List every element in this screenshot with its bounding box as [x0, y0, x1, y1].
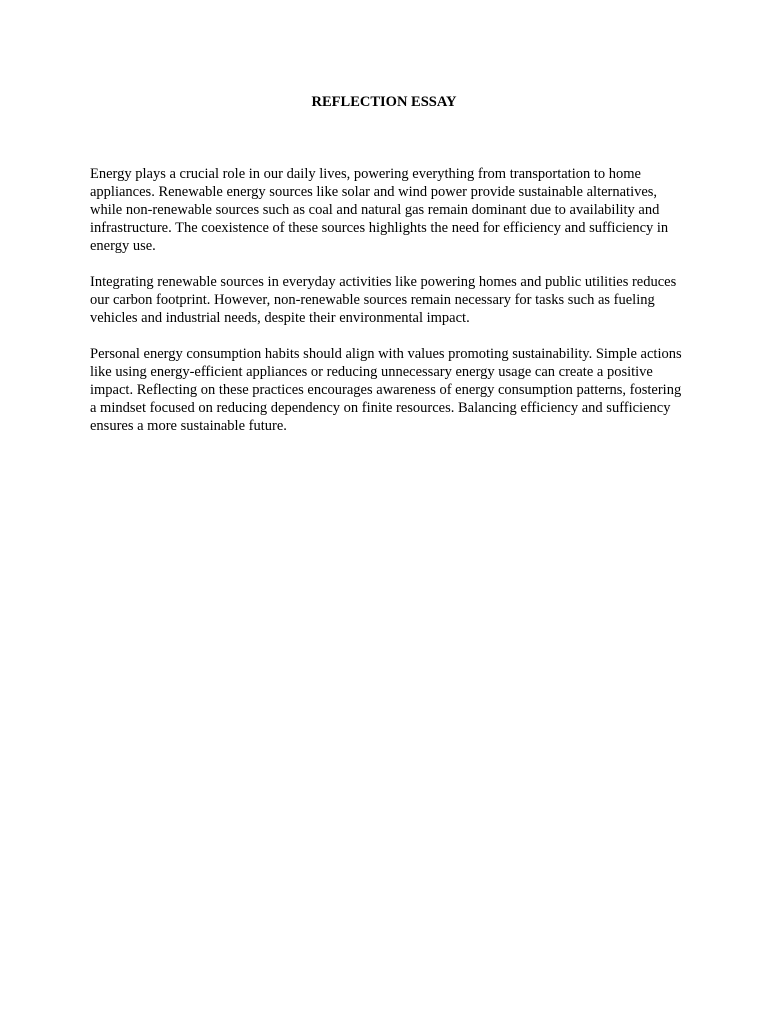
document-body — [90, 165, 682, 453]
paragraph-2: Integrating renewable sources in everyday activities like powering homes and public utilities reduces our carbon footprint. However, non-renewable sources remain necessary for tasks such as fueling vehicles and industrial needs, despite their environmental impact. — [90, 274, 677, 326]
document-title: REFLECTION ESSAY — [311, 94, 457, 110]
paragraph-3: Personal energy consumption habits should align with values promoting sustainability. Simple actions like using energy-efficient appliances or reducing unnecessary energy usage can create a positive impact. Reflecting on these practices encourages awareness of energy consumption patterns, fostering a mindset focused on reducing dependency on finite resources. Balancing efficiency and sufficiency ensures a more sustainable future. — [90, 346, 682, 434]
paragraph-1: Energy plays a crucial role in our daily lives, powering everything from transportation to home appliances. Renewable energy sources like solar and wind power provide sustainable alternatives, while non-renewable sources such as coal and natural gas remain dominant due to availability and infrastructure. The coexistence of these sources highlights the need for efficiency and sufficiency in energy use. — [90, 166, 669, 254]
